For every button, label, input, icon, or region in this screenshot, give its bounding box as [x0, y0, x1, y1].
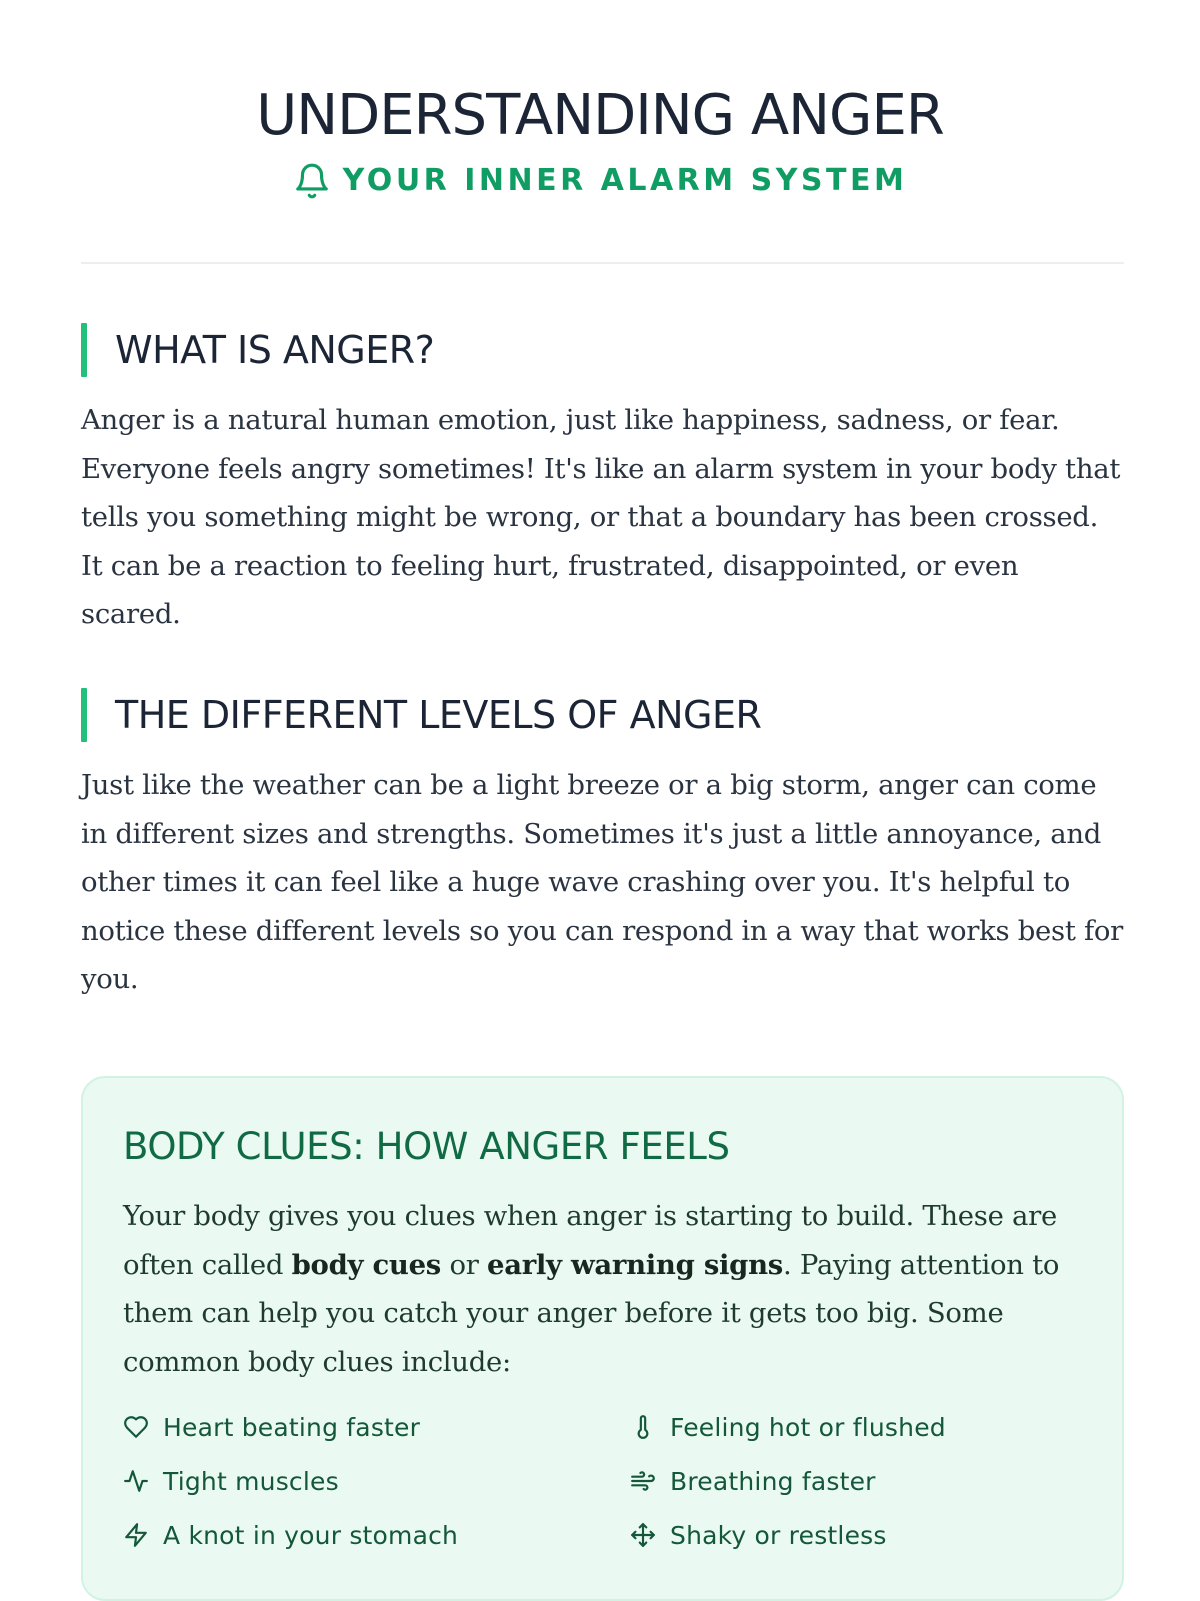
clue-label: Heart beating faster: [163, 1412, 421, 1442]
clue-label: A knot in your stomach: [163, 1520, 459, 1550]
body-clues-card: [81, 1076, 1124, 1601]
accent-bar: [81, 323, 87, 377]
section-title: WHAT IS ANGER?: [115, 328, 435, 372]
clue-item: [630, 1462, 1083, 1500]
section-heading-levels: [81, 688, 761, 742]
page-header: [0, 0, 1200, 205]
bold-term-early-warning-signs: early warning signs: [487, 1248, 783, 1281]
section-body-what-is-anger: Anger is a natural human emotion, just like happiness, sadness, or fear. Everyone feels angry sometimes! It's like an alarm system in your body that tells you something might be wrong, or that a boundary has been crossed. It can be a reaction to feeling hurt, frustrated, disappointed, or even scared.: [81, 404, 1121, 631]
card-body-text: Your body gives you clues when anger is starting to build. These are often called: [123, 1200, 1057, 1281]
wind-icon: [630, 1468, 656, 1494]
clue-label: Tight muscles: [163, 1466, 339, 1496]
activity-icon: [123, 1468, 149, 1494]
bold-term-body-cues: body cues: [291, 1248, 441, 1281]
page-title: UNDERSTANDING ANGER: [256, 83, 944, 148]
clue-item: [123, 1408, 630, 1446]
clue-label: Breathing faster: [670, 1466, 876, 1496]
section-heading-what-is-anger: [81, 323, 434, 377]
page-subtitle: [293, 162, 908, 200]
accent-bar: [81, 688, 87, 742]
clue-label: Feeling hot or flushed: [670, 1412, 946, 1442]
section-body-levels: Just like the weather can be a light breeze or a big storm, anger can come in different sizes and strengths. Sometimes it's just a little annoyance, and other times it can feel like a huge wave crashing over you. It's helpful to notice these different levels so you can respond in a way that works best for you.: [81, 769, 1124, 996]
card-body: [123, 1192, 1083, 1386]
body-clues-list: [123, 1408, 1083, 1554]
card-body-text: or: [441, 1248, 487, 1281]
heart-icon: [123, 1414, 149, 1440]
bell-icon: [293, 162, 331, 200]
clue-item: [123, 1462, 630, 1500]
card-body-text: . Paying attention to them can help you catch your anger before it gets too big. Some common body clues include:: [123, 1248, 1060, 1378]
clue-label: Shaky or restless: [670, 1520, 887, 1550]
zap-icon: [123, 1522, 149, 1548]
subtitle-text: YOUR INNER ALARM SYSTEM: [342, 163, 908, 198]
card-title: BODY CLUES: HOW ANGER FEELS: [123, 1125, 730, 1168]
move-icon: [630, 1522, 656, 1548]
thermometer-icon: [630, 1414, 656, 1440]
clue-item: [630, 1516, 1083, 1554]
header-divider: [81, 262, 1124, 264]
clue-item: [123, 1516, 630, 1554]
section-title: THE DIFFERENT LEVELS OF ANGER: [115, 693, 762, 737]
clue-item: [630, 1408, 1083, 1446]
